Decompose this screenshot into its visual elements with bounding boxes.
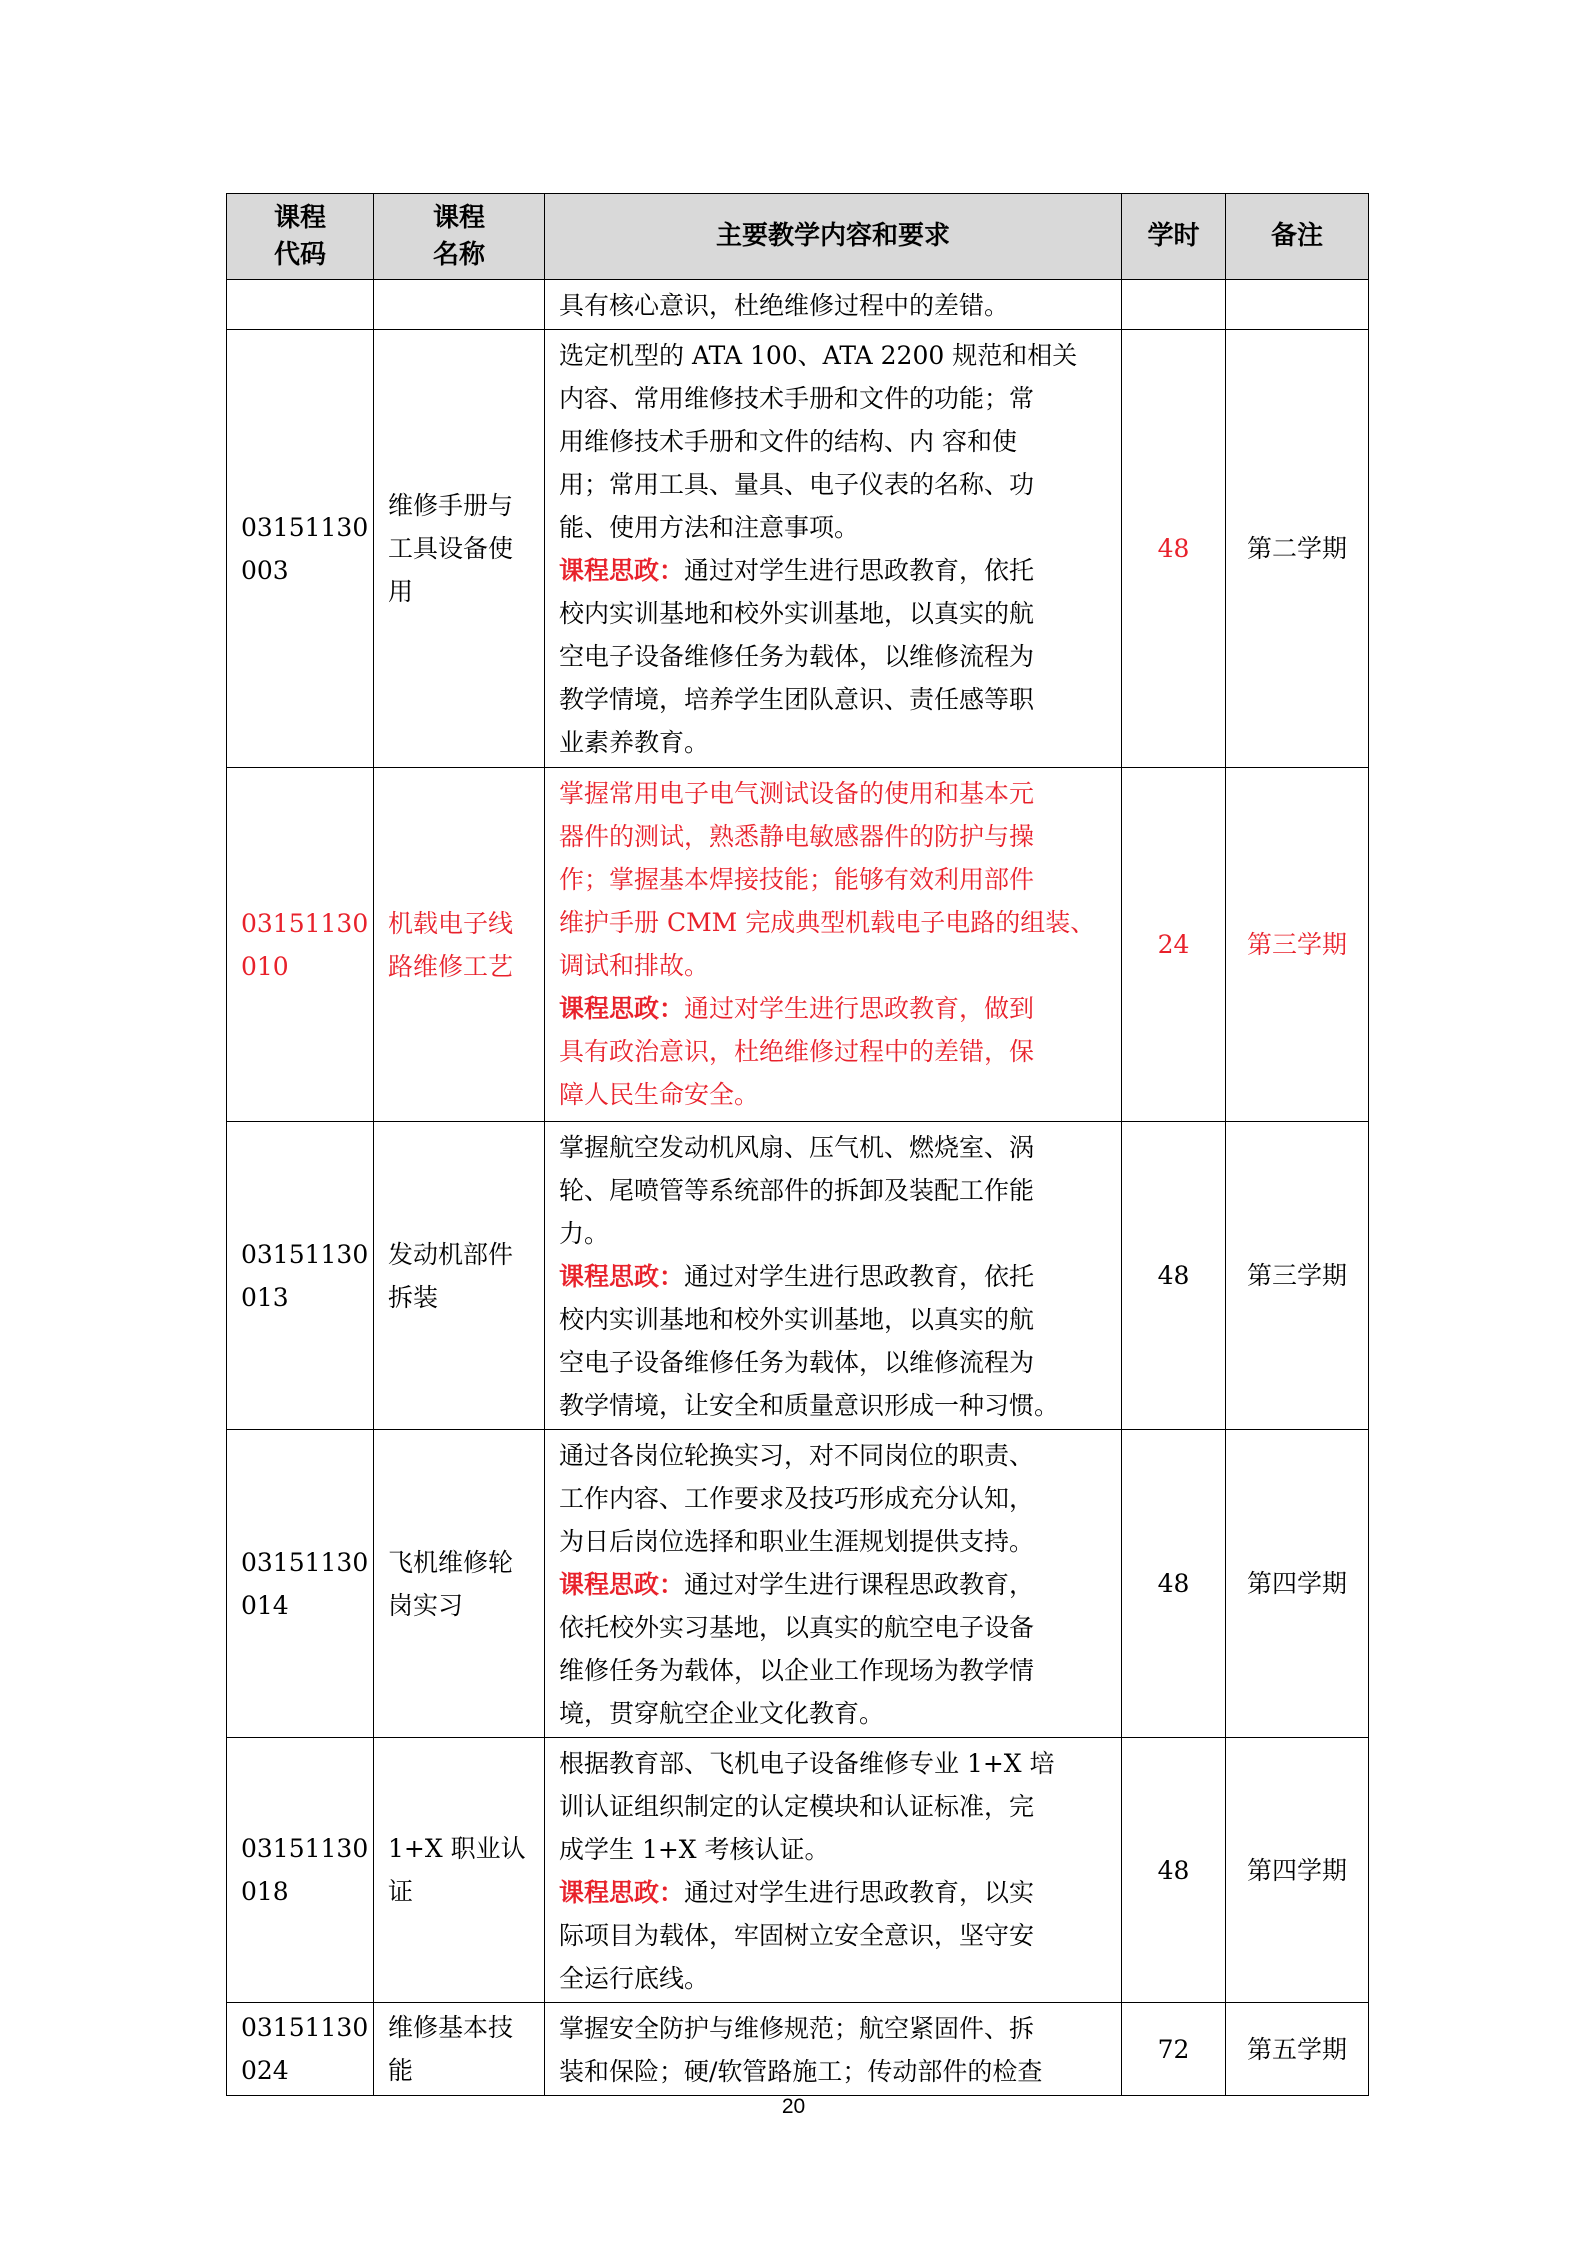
hours-value: 48	[1157, 1855, 1190, 1885]
ideology-text: 通过对学生进行思政教育，依托 校内实训基地和校外实训基地，以真实的航 空电子设备维修任务为载体，以维修流程为 教学情境，培养学生团队意识、责任感等职 业素养教育。	[559, 556, 1035, 757]
table-row	[227, 1430, 1369, 1738]
course-name-cell	[374, 1430, 545, 1738]
course-name: 飞机维修轮 岗实习	[388, 1547, 514, 1620]
content-cell	[545, 1430, 1122, 1738]
course-code-cell	[227, 330, 374, 768]
ideology-label: 课程思政：	[559, 556, 685, 585]
ideology-label: 课程思政：	[559, 1262, 685, 1291]
term-cell	[1226, 1122, 1369, 1430]
course-name-cell	[374, 330, 545, 768]
content-text: 掌握航空发动机风扇、压气机、燃烧室、涡 轮、尾喷管等系统部件的拆卸及装配工作能 力。	[559, 1133, 1035, 1248]
term-value: 第三学期	[1246, 1261, 1347, 1290]
course-name-cell	[374, 768, 545, 1122]
hours-value: 48	[1157, 534, 1190, 563]
hours-cell	[1122, 2003, 1226, 2096]
hours-value: 72	[1157, 2034, 1190, 2064]
course-name: 维修基本技 能	[388, 2013, 514, 2085]
course-code: 03151130 024	[241, 2013, 369, 2085]
course-code: 03151130 013	[241, 1239, 369, 1312]
course-name: 机载电子线 路维修工艺	[388, 908, 514, 981]
header-hours: 学时	[1122, 194, 1226, 280]
ideology-label: 课程思政：	[559, 1570, 685, 1599]
course-code: 03151130 003	[241, 512, 369, 585]
term-value: 第五学期	[1246, 2034, 1347, 2064]
course-name: 维修手册与 工具设备使 用	[388, 491, 514, 606]
term-value: 第三学期	[1246, 930, 1347, 959]
ideology-text: 通过对学生进行思政教育，以实 际项目为载体，牢固树立安全意识，坚守安 全运行底线。	[559, 1878, 1035, 1993]
hours-cell	[1122, 1738, 1226, 2003]
hours-value: 48	[1157, 1261, 1190, 1290]
course-code: 03151130 010	[241, 908, 369, 981]
course-code: 03151130 018	[241, 1834, 369, 1906]
hours-cell	[1122, 1122, 1226, 1430]
hours-value: 48	[1157, 1569, 1190, 1598]
hours-cell	[1122, 330, 1226, 768]
term-cell	[1226, 2003, 1369, 2096]
content-cell	[545, 1738, 1122, 2003]
page-number: 20	[781, 2095, 806, 2118]
table-row	[227, 330, 1369, 768]
content-text: 掌握安全防护与维修规范；航空紧固件、拆 装和保险；硬/软管路施工；传动部件的检查	[559, 2014, 1043, 2086]
hours-cell	[1122, 280, 1226, 330]
course-name-cell	[374, 1122, 545, 1430]
course-name-cell	[374, 1738, 545, 2003]
course-code-cell	[227, 2003, 374, 2096]
term-cell	[1226, 280, 1369, 330]
term-value: 第四学期	[1246, 1569, 1347, 1598]
table-row	[227, 280, 1369, 330]
table-row	[227, 768, 1369, 1122]
term-value: 第四学期	[1246, 1855, 1347, 1885]
course-name-cell	[374, 2003, 545, 2096]
course-code-cell	[227, 280, 374, 330]
table-row	[227, 2003, 1369, 2096]
header-row	[227, 194, 1369, 280]
hours-cell	[1122, 768, 1226, 1122]
content-text: 掌握常用电子电气测试设备的使用和基本元 器件的测试，熟悉静电敏感器件的防护与操 作；掌握基本焊接技能；能够有效利用部件 维护手册 CMM 完成典型机载电子电路的组装、 调试和排故。	[559, 779, 1096, 980]
ideology-label: 课程思政：	[559, 994, 685, 1023]
hours-cell	[1122, 1430, 1226, 1738]
term-cell	[1226, 1738, 1369, 2003]
ideology-text: 通过对学生进行课程思政教育， 依托校外实习基地，以真实的航空电子设备 维修任务为载体，以企业工作现场为教学情 境，贯穿航空企业文化教育。	[559, 1570, 1035, 1728]
content-cell	[545, 280, 1122, 330]
ideology-label: 课程思政：	[559, 1878, 685, 1907]
hours-value: 24	[1157, 930, 1190, 959]
course-code-cell	[227, 1430, 374, 1738]
content-text: 通过各岗位轮换实习，对不同岗位的职责、 工作内容、工作要求及技巧形成充分认知， 为日后岗位选择和职业生涯规划提供支持。	[559, 1441, 1035, 1556]
table-row	[227, 1738, 1369, 2003]
content-cell	[545, 1122, 1122, 1430]
term-cell	[1226, 330, 1369, 768]
content-text: 选定机型的 ATA 100、ATA 2200 规范和相关 内容、常用维修技术手册和文件的功能；常 用维修技术手册和文件的结构、内 容和使 用；常用工具、量具、电子仪表的名称、功 能、使用方法和注意事项。	[559, 341, 1078, 542]
content-cell	[545, 2003, 1122, 2096]
course-name: 1+X 职业认 证	[388, 1834, 526, 1906]
content-cell	[545, 330, 1122, 768]
course-code-cell	[227, 768, 374, 1122]
term-cell	[1226, 1430, 1369, 1738]
content-text: 根据教育部、飞机电子设备维修专业 1+X 培 训认证组织制定的认定模块和认证标准，完 成学生 1+X 考核认证。	[559, 1749, 1055, 1864]
term-cell	[1226, 768, 1369, 1122]
header-term: 备注	[1226, 194, 1369, 280]
term-value: 第二学期	[1246, 534, 1347, 563]
content-text: 具有核心意识，杜绝维修过程中的差错。	[559, 291, 1010, 320]
course-code-cell	[227, 1122, 374, 1430]
ideology-text: 通过对学生进行思政教育，做到 具有政治意识，杜绝维修过程中的差错，保 障人民生命安全。	[559, 994, 1035, 1109]
header-course-code: 课程 代码	[227, 194, 374, 280]
header-course-name: 课程 名称	[374, 194, 545, 280]
course-table	[226, 193, 1369, 2096]
content-cell	[545, 768, 1122, 1122]
course-code: 03151130 014	[241, 1547, 369, 1620]
course-name: 发动机部件 拆装	[388, 1239, 514, 1312]
table-row	[227, 1122, 1369, 1430]
course-code-cell	[227, 1738, 374, 2003]
ideology-text: 通过对学生进行思政教育，依托 校内实训基地和校外实训基地，以真实的航 空电子设备维修任务为载体，以维修流程为 教学情境，让安全和质量意识形成一种习惯。	[559, 1262, 1060, 1420]
header-content: 主要教学内容和要求	[545, 194, 1122, 280]
course-name-cell	[374, 280, 545, 330]
